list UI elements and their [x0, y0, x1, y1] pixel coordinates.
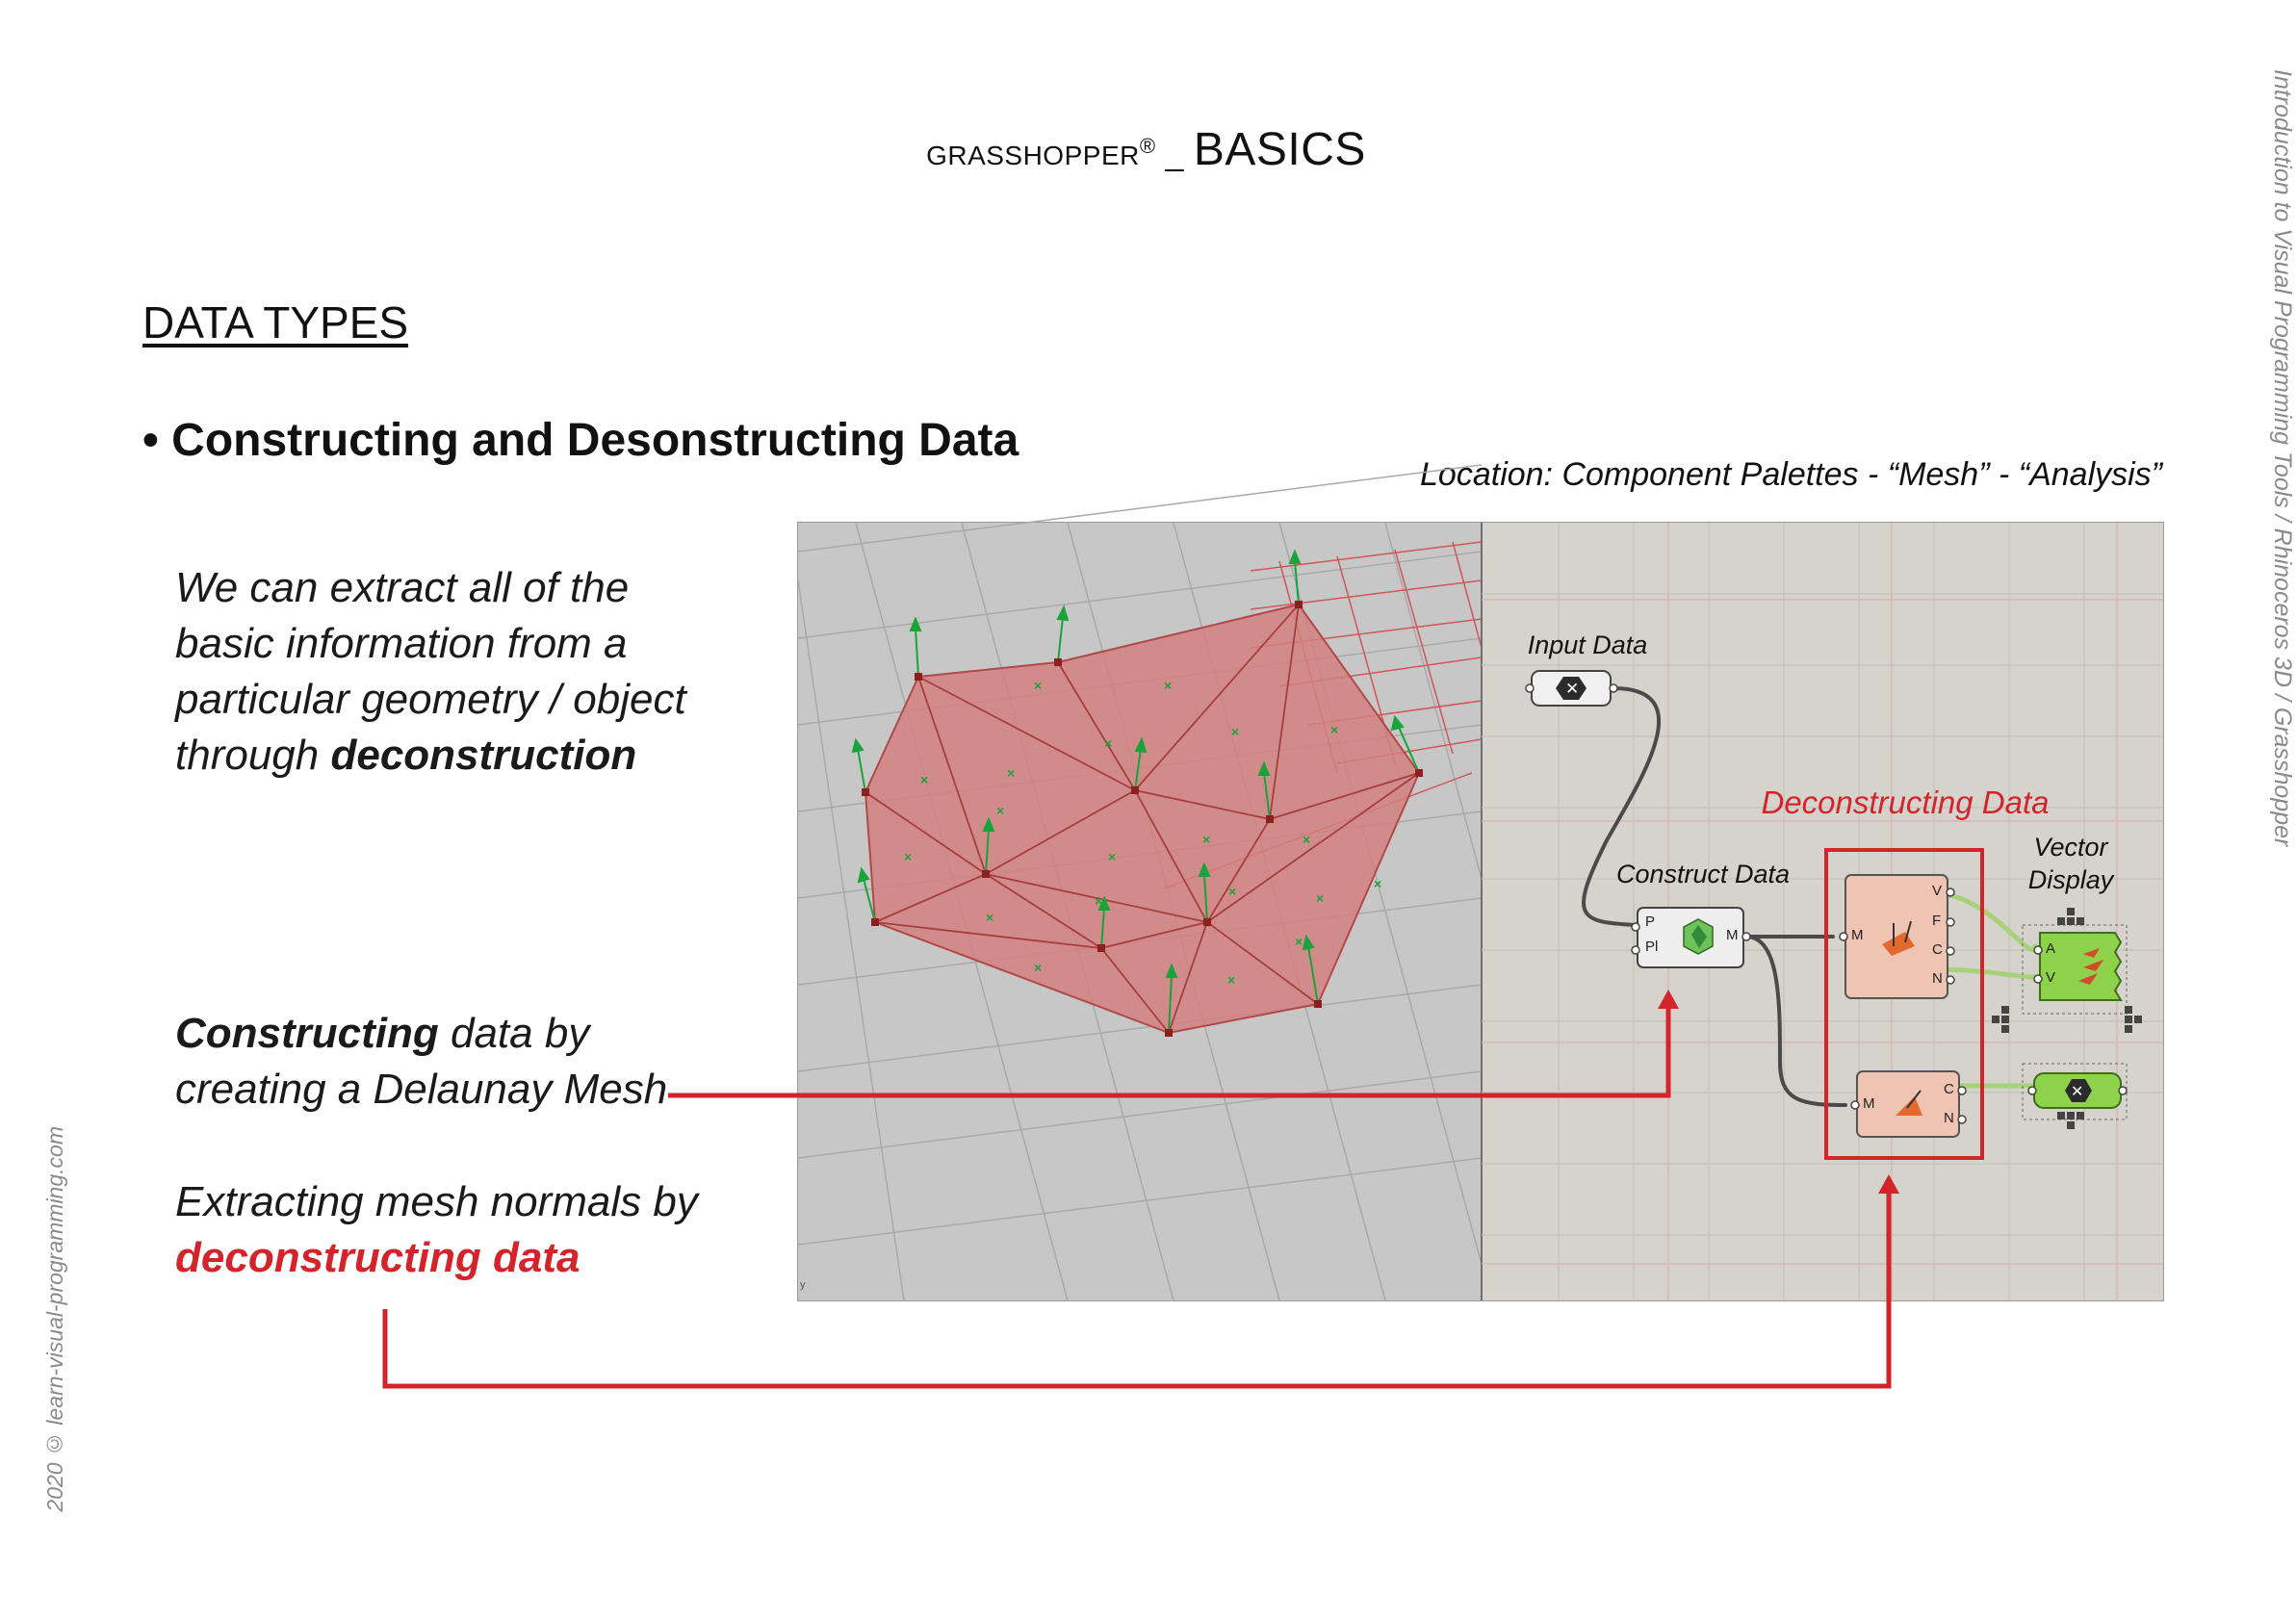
- svg-text:×: ×: [1303, 832, 1311, 847]
- para2-bold: Constructing: [175, 1010, 439, 1057]
- rhino-viewport: [798, 465, 1482, 1300]
- para1-line3: particular geometry / object: [175, 676, 686, 723]
- para2-line2: creating a Delaunay Mesh: [175, 1066, 668, 1113]
- header-separator: _: [1155, 136, 1194, 172]
- input-data-label: Input Data: [1527, 630, 1648, 659]
- svg-text:×: ×: [920, 772, 929, 787]
- para2-rest: data by: [438, 1010, 590, 1057]
- svg-text:×: ×: [1007, 765, 1016, 781]
- svg-text:×: ×: [1104, 735, 1113, 751]
- para1-line2: basic information from a: [175, 620, 628, 667]
- deconstructing-data-label: Deconstructing Data: [1761, 785, 2050, 820]
- port-normals-m[interactable]: M: [1863, 1095, 1875, 1112]
- svg-text:×: ×: [986, 910, 994, 925]
- port-m-out[interactable]: M: [1726, 927, 1739, 943]
- registered-mark: ®: [1139, 134, 1156, 158]
- viewport-axis-label: y: [800, 1279, 806, 1291]
- slide-header: [0, 123, 2292, 176]
- port-normals-c[interactable]: C: [1944, 1081, 1954, 1097]
- svg-text:×: ×: [1295, 934, 1303, 949]
- bullet-marker: •: [142, 415, 159, 466]
- software-screenshot: [797, 522, 2164, 1301]
- svg-text:×: ×: [1164, 678, 1173, 693]
- port-p[interactable]: P: [1645, 913, 1656, 930]
- svg-text:×: ×: [1108, 849, 1117, 864]
- header-prefix: GRASSHOPPER: [926, 141, 1140, 170]
- side-caption-right: Introduction to Visual Programming Tools / Rhinoceros 3D / Grasshopper: [2269, 69, 2296, 847]
- para3-line1: Extracting mesh normals by: [175, 1178, 698, 1225]
- port-vector-a[interactable]: A: [2046, 940, 2056, 957]
- para1-line4: [175, 728, 686, 784]
- construct-data-label: Construct Data: [1615, 860, 1791, 888]
- side-caption-left: 2020 © learn-visual-programming.com: [42, 1126, 67, 1512]
- port-c[interactable]: C: [1932, 941, 1943, 958]
- bullet-heading: [142, 414, 1019, 467]
- bullet-heading-text: Constructing and Desonstructing Data: [171, 415, 1019, 466]
- para1-line1: We can extract all of the: [175, 564, 630, 611]
- para1-line4-normal: through: [175, 732, 331, 779]
- paragraph-extracting: [175, 1174, 698, 1286]
- disabled-icon: ✕: [2071, 1082, 2084, 1100]
- svg-text:×: ×: [1228, 884, 1237, 899]
- port-deconstruct-m[interactable]: M: [1851, 927, 1864, 943]
- port-pl[interactable]: Pl: [1645, 939, 1659, 955]
- vector-display-label-line2: Display: [2027, 865, 2114, 894]
- para2-line1: [175, 1006, 667, 1062]
- svg-text:×: ×: [1231, 724, 1240, 739]
- para3-line2: deconstructing data: [175, 1234, 580, 1281]
- port-vector-v[interactable]: V: [2046, 969, 2056, 986]
- paragraph-deconstruction: [175, 560, 686, 784]
- port-normals-n[interactable]: N: [1944, 1110, 1954, 1126]
- svg-text:×: ×: [996, 803, 1005, 818]
- vector-display-label-line1: Vector: [2033, 833, 2108, 862]
- port-n[interactable]: N: [1932, 970, 1943, 987]
- port-f[interactable]: F: [1932, 913, 1942, 929]
- location-caption: Location: Component Palettes - “Mesh” - “Analysis”: [1420, 456, 2162, 493]
- svg-text:×: ×: [904, 849, 913, 864]
- svg-text:×: ×: [1330, 722, 1339, 737]
- close-icon: ✕: [1565, 680, 1580, 699]
- input-data-param[interactable]: [1526, 671, 1617, 706]
- port-v[interactable]: V: [1932, 883, 1943, 899]
- section-title: DATA TYPES: [142, 297, 409, 347]
- screenshot-graphic: [798, 523, 2163, 1300]
- svg-text:×: ×: [1202, 832, 1211, 847]
- header-title: BASICS: [1193, 124, 1366, 175]
- paragraph-constructing: [175, 1006, 667, 1118]
- para1-line4-bold: deconstruction: [330, 732, 637, 779]
- svg-text:×: ×: [1034, 960, 1043, 975]
- svg-text:×: ×: [1227, 972, 1236, 988]
- vector-display-label: [2013, 831, 2128, 896]
- svg-text:×: ×: [1034, 678, 1043, 693]
- svg-text:×: ×: [1316, 890, 1325, 906]
- svg-text:×: ×: [1374, 876, 1382, 891]
- svg-text:×: ×: [1095, 893, 1103, 909]
